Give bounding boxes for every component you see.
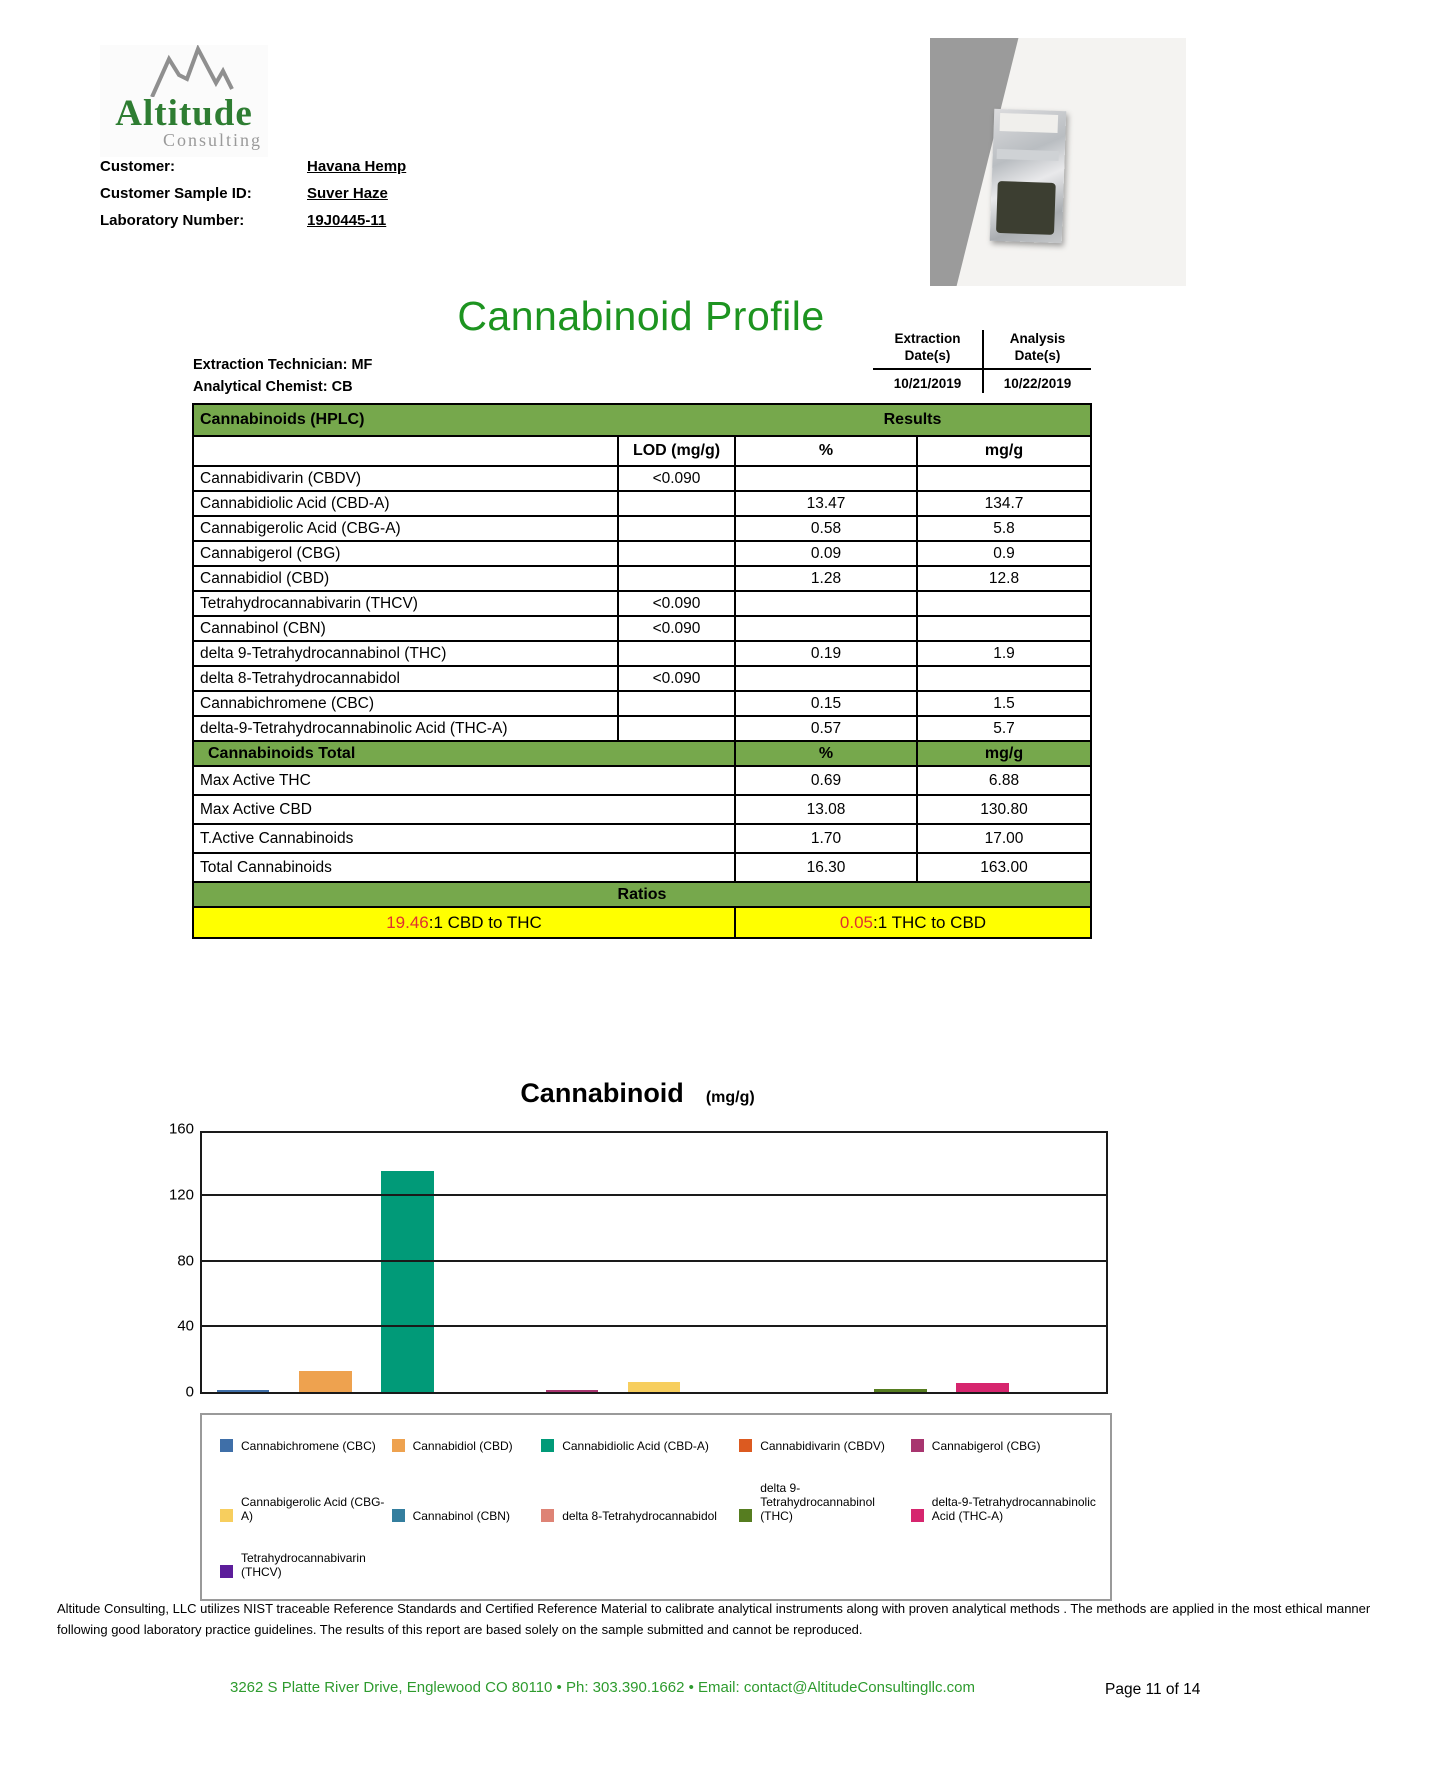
lab-number-label: Laboratory Number: <box>100 212 245 229</box>
analyte-pct <box>735 616 917 641</box>
extraction-date-header: Extraction Date(s) <box>873 330 982 370</box>
sample-photo <box>930 38 1186 286</box>
legend-swatch <box>220 1439 233 1452</box>
legend-item <box>392 1439 542 1453</box>
analysis-date-value: 10/22/2019 <box>1003 376 1072 391</box>
legend-swatch <box>911 1439 924 1452</box>
legend-label: Cannabidiol (CBD) <box>412 1439 513 1453</box>
legend-swatch <box>392 1439 405 1452</box>
bar <box>381 1171 434 1392</box>
analyte-pct: 0.58 <box>735 516 917 541</box>
analyte-name: Cannabinol (CBN) <box>193 616 618 641</box>
column-header-blank <box>193 436 618 466</box>
legend-label: Cannabidiolic Acid (CBD-A) <box>562 1439 709 1453</box>
legend-item <box>739 1439 911 1453</box>
analysis-date-header: Analysis Date(s) <box>984 330 1091 370</box>
sample-bag <box>990 109 1067 243</box>
analyte-pct: 1.28 <box>735 566 917 591</box>
analyte-lod: <0.090 <box>618 616 735 641</box>
bar-slot <box>777 1133 859 1392</box>
totals-row <box>193 824 1091 853</box>
gridline <box>202 1260 1106 1262</box>
sample-bag-contents <box>996 181 1056 235</box>
legend-item <box>392 1481 542 1523</box>
column-header-lod: LOD (mg/g) <box>618 436 735 466</box>
lab-number-value: 19J0445-11 <box>307 212 387 229</box>
column-header-row <box>193 436 1091 466</box>
bar-slot <box>202 1133 284 1392</box>
dates-table <box>873 330 1091 393</box>
bar-slot <box>860 1133 942 1392</box>
analyte-name: Tetrahydrocannabivarin (THCV) <box>193 591 618 616</box>
totals-mgg: 163.00 <box>917 853 1091 882</box>
legend-item <box>739 1481 911 1523</box>
chart-title: Cannabinoid (mg/g) <box>520 1078 755 1108</box>
analyte-lod <box>618 716 735 741</box>
bar-slot <box>531 1133 613 1392</box>
legend-swatch <box>739 1509 752 1522</box>
disclaimer-text: Altitude Consulting, LLC utilizes NIST traceable Reference Standards and Certified Reference Material to calibrate analytical instruments along with proven analytical methods . The methods are applied in the most ethical manner following good laboratory practice guidelines. The results of this report are based solely on the sample submitted and cannot be reproduced. <box>57 1601 1371 1637</box>
y-axis-tick-label: 0 <box>185 1383 194 1401</box>
logo-sub-text: Consulting <box>162 130 262 151</box>
table-header-left: Cannabinoids (HPLC) <box>193 404 735 436</box>
analyte-name: delta-9-Tetrahydrocannabinolic Acid (THC-A) <box>193 716 618 741</box>
analyte-row <box>193 466 1091 491</box>
legend-label: delta-9-Tetrahydrocannabinolic Acid (THC-A) <box>931 1495 1096 1523</box>
legend-swatch <box>911 1509 924 1522</box>
customer-label: Customer: <box>100 158 176 175</box>
extraction-date-value: 10/21/2019 <box>893 376 962 391</box>
lab-number-row <box>100 212 660 229</box>
ratios-row <box>193 907 1091 938</box>
sample-id-label: Customer Sample ID: <box>100 185 252 202</box>
legend-label: delta 8-Tetrahydrocannabidol <box>562 1509 717 1523</box>
analyte-pct: 0.57 <box>735 716 917 741</box>
analyte-name: delta 8-Tetrahydrocannabidol <box>193 666 618 691</box>
analyte-mgg <box>917 466 1091 491</box>
legend-label: Tetrahydrocannabivarin (THCV) <box>241 1551 366 1579</box>
customer-value: Havana Hemp <box>307 158 407 175</box>
analyte-row <box>193 691 1091 716</box>
bar-slot <box>366 1133 448 1392</box>
page-number: Page 11 of 14 <box>1105 1681 1201 1698</box>
extraction-date-col <box>873 330 982 393</box>
bar <box>874 1389 927 1392</box>
analytical-chemist: Analytical Chemist: CB <box>193 379 353 395</box>
cbd-to-thc-ratio: 19.46:1 CBD to THC <box>193 907 735 938</box>
analyte-lod: <0.090 <box>618 591 735 616</box>
chart-bars <box>202 1133 1106 1392</box>
y-axis-tick-label: 80 <box>177 1252 194 1269</box>
analyte-pct: 13.47 <box>735 491 917 516</box>
column-header-mgg: mg/g <box>917 436 1091 466</box>
analyte-mgg: 12.8 <box>917 566 1091 591</box>
totals-header-mgg: mg/g <box>917 741 1091 766</box>
totals-pct: 0.69 <box>735 766 917 795</box>
analyte-lod <box>618 516 735 541</box>
legend-item <box>541 1481 739 1523</box>
personnel-block <box>193 354 372 398</box>
lab-address: 3262 S Platte River Drive, Englewood CO 80110 • Ph: 303.390.1662 • Email: contact@AltitudeConsultingllc.com <box>229 1679 976 1696</box>
analyte-pct: 0.19 <box>735 641 917 666</box>
y-axis-tick-label: 120 <box>168 1186 194 1204</box>
legend-swatch <box>220 1509 233 1522</box>
analyte-lod <box>618 566 735 591</box>
analysis-date-col <box>982 330 1091 393</box>
analyte-mgg: 1.5 <box>917 691 1091 716</box>
bar-slot <box>695 1133 777 1392</box>
analyte-lod <box>618 691 735 716</box>
thc-to-cbd-ratio: 0.05:1 THC to CBD <box>735 907 1091 938</box>
analyte-mgg: 134.7 <box>917 491 1091 516</box>
table-header-row <box>193 404 1091 436</box>
photo-paper-sheet <box>955 38 1186 286</box>
bar-slot <box>613 1133 695 1392</box>
analyte-mgg <box>917 591 1091 616</box>
sample-bag-seal <box>997 149 1059 161</box>
mountain-icon <box>124 45 244 97</box>
legend-item <box>220 1481 392 1523</box>
column-header-pct: % <box>735 436 917 466</box>
totals-mgg: 6.88 <box>917 766 1091 795</box>
analyte-name: Cannabidivarin (CBDV) <box>193 466 618 491</box>
sample-id-row <box>100 185 660 202</box>
legend-label: Cannabinol (CBN) <box>412 1509 510 1523</box>
analyte-name: Cannabidiolic Acid (CBD-A) <box>193 491 618 516</box>
legend-label: Cannabichromene (CBC) <box>241 1439 376 1453</box>
analyte-name: Cannabigerolic Acid (CBG-A) <box>193 516 618 541</box>
legend-swatch <box>541 1509 554 1522</box>
legend-item <box>911 1481 1100 1523</box>
analyte-row <box>193 641 1091 666</box>
analyte-name: Cannabigerol (CBG) <box>193 541 618 566</box>
bar-slot <box>1024 1133 1106 1392</box>
totals-header-row <box>193 741 1091 766</box>
gridline <box>202 1194 1106 1196</box>
cannabinoid-results-table <box>192 403 1092 939</box>
legend-item <box>911 1439 1100 1453</box>
logo-brand-text: Altitude <box>115 93 253 134</box>
analyte-lod <box>618 491 735 516</box>
legend-item <box>220 1551 392 1579</box>
analyte-name: Cannabichromene (CBC) <box>193 691 618 716</box>
analyte-lod <box>618 541 735 566</box>
altitude-logo <box>100 45 268 157</box>
bar <box>956 1383 1009 1392</box>
totals-name: T.Active Cannabinoids <box>193 824 735 853</box>
totals-row <box>193 853 1091 882</box>
legend-label: Cannabigerol (CBG) <box>931 1439 1041 1453</box>
analyte-row <box>193 566 1091 591</box>
analyte-pct <box>735 591 917 616</box>
analyte-lod <box>618 641 735 666</box>
sample-id-value: Suver Haze <box>307 185 388 202</box>
ratios-header-label: Ratios <box>193 882 1091 907</box>
legend-swatch <box>541 1439 554 1452</box>
totals-name: Max Active CBD <box>193 795 735 824</box>
analyte-row <box>193 541 1091 566</box>
analyte-lod: <0.090 <box>618 666 735 691</box>
analyte-lod: <0.090 <box>618 466 735 491</box>
analyte-pct <box>735 666 917 691</box>
bar <box>217 1390 270 1392</box>
legend-swatch <box>392 1509 405 1522</box>
analyte-row <box>193 616 1091 641</box>
bar <box>628 1382 681 1392</box>
chart-plot-area <box>168 1120 1108 1401</box>
analyte-name: Cannabidiol (CBD) <box>193 566 618 591</box>
y-axis-tick-label: 40 <box>177 1317 194 1335</box>
y-axis-tick-label: 160 <box>168 1120 194 1138</box>
legend-item <box>541 1439 739 1453</box>
analyte-mgg: 0.9 <box>917 541 1091 566</box>
gridline <box>202 1325 1106 1327</box>
legend-label: Cannabigerolic Acid (CBG-A) <box>241 1495 385 1523</box>
table-header-results: Results <box>735 404 1091 436</box>
extraction-technician: Extraction Technician: MF <box>193 357 373 373</box>
ratios-header-row <box>193 882 1091 907</box>
totals-header-pct: % <box>735 741 917 766</box>
totals-mgg: 130.80 <box>917 795 1091 824</box>
totals-name: Total Cannabinoids <box>193 853 735 882</box>
bar <box>299 1371 352 1392</box>
totals-pct: 1.70 <box>735 824 917 853</box>
totals-row <box>193 795 1091 824</box>
cannabinoid-chart <box>165 1078 1110 1601</box>
analyte-mgg <box>917 666 1091 691</box>
analyte-row <box>193 516 1091 541</box>
bar-slot <box>449 1133 531 1392</box>
sample-bag-label <box>1000 113 1059 133</box>
page-title: Cannabinoid Profile <box>457 293 825 339</box>
analyte-mgg: 1.9 <box>917 641 1091 666</box>
chart-units: (mg/g) <box>705 1089 755 1106</box>
totals-name: Max Active THC <box>193 766 735 795</box>
legend-swatch <box>220 1565 233 1578</box>
totals-row <box>193 766 1091 795</box>
legend-swatch <box>739 1439 752 1452</box>
analyte-pct: 0.09 <box>735 541 917 566</box>
analyte-name: delta 9-Tetrahydrocannabinol (THC) <box>193 641 618 666</box>
analyte-row <box>193 591 1091 616</box>
totals-header-label: Cannabinoids Total <box>193 741 735 766</box>
bar-slot <box>942 1133 1024 1392</box>
chart-plot-wrap <box>168 1120 1110 1401</box>
analyte-mgg: 5.8 <box>917 516 1091 541</box>
analyte-row <box>193 666 1091 691</box>
analyte-pct <box>735 466 917 491</box>
analyte-row <box>193 491 1091 516</box>
legend-item <box>220 1439 392 1453</box>
analyte-mgg <box>917 616 1091 641</box>
customer-row <box>100 158 660 175</box>
analyte-pct: 0.15 <box>735 691 917 716</box>
totals-pct: 13.08 <box>735 795 917 824</box>
chart-legend <box>200 1413 1112 1601</box>
totals-pct: 16.30 <box>735 853 917 882</box>
legend-label: delta 9-Tetrahydrocannabinol (THC) <box>760 1481 875 1523</box>
analyte-row <box>193 716 1091 741</box>
bar-slot <box>284 1133 366 1392</box>
totals-mgg: 17.00 <box>917 824 1091 853</box>
bar <box>546 1390 599 1392</box>
analyte-mgg: 5.7 <box>917 716 1091 741</box>
legend-label: Cannabidivarin (CBDV) <box>760 1439 885 1453</box>
